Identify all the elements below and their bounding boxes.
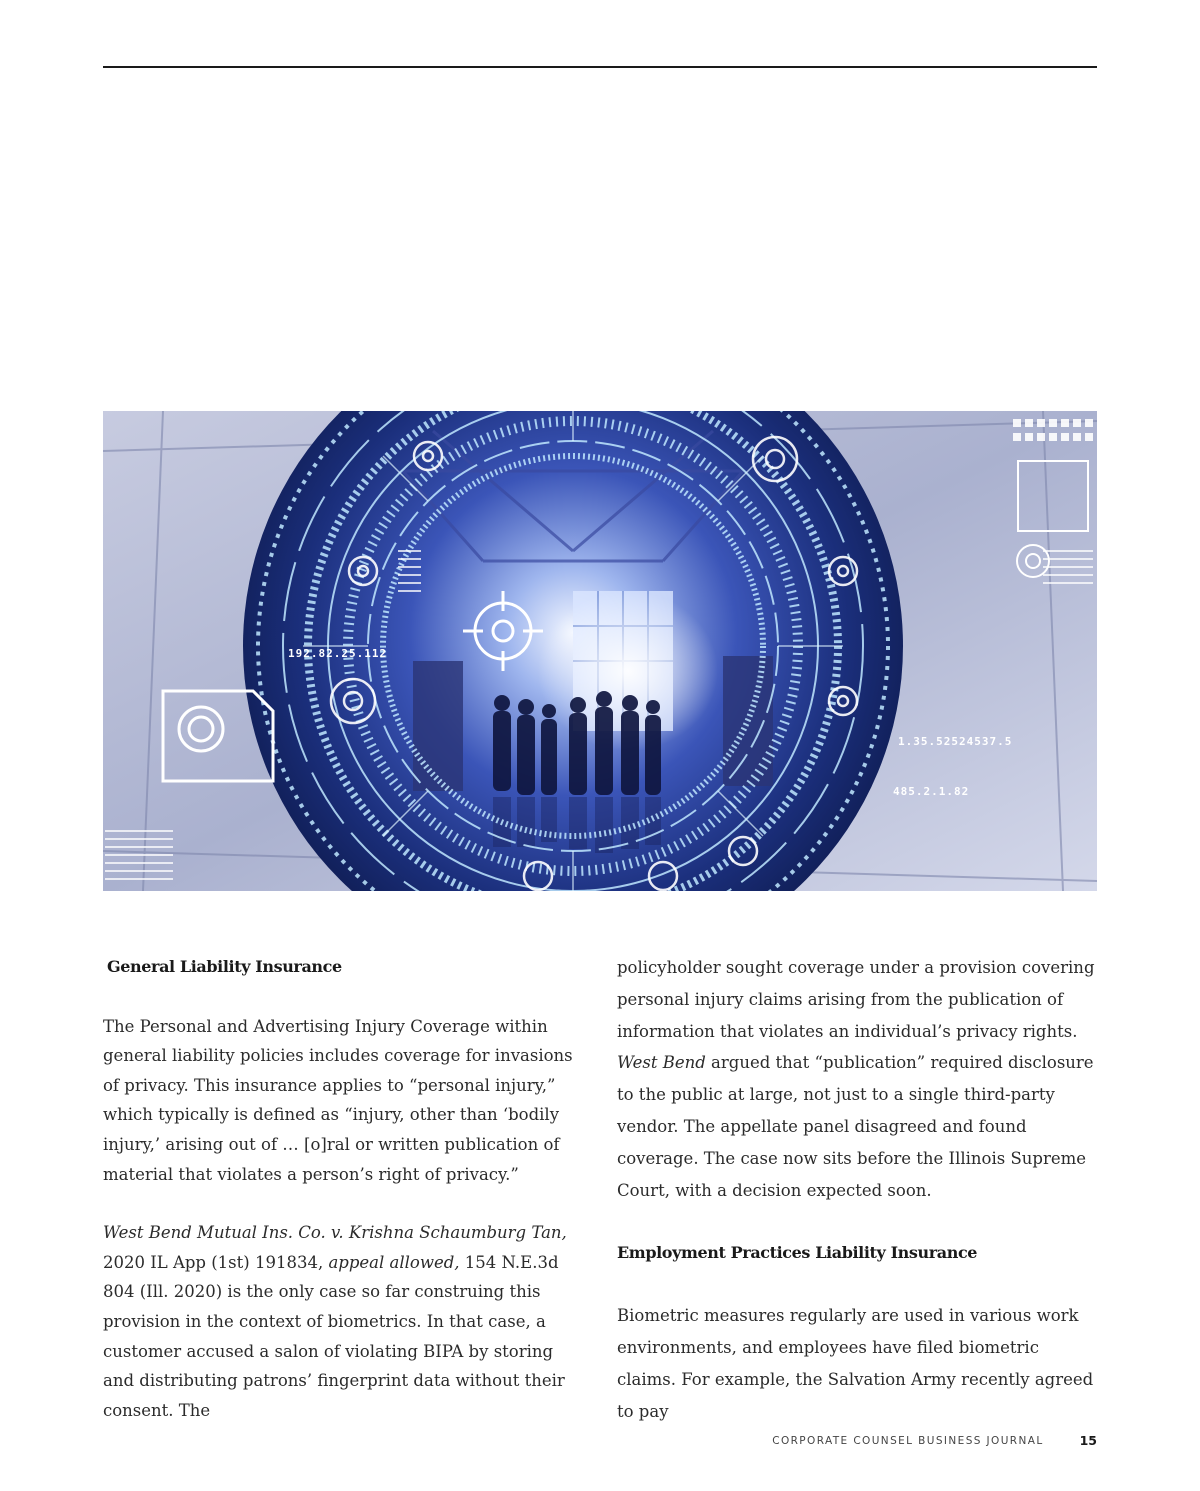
general-liability-paragraph: The Personal and Advertising Injury Coverage within general liability policies includes coverage for invasions of privacy. This insurance applies to “personal injury,” which typically is defined as “injury, other than ‘bodily injury,’ arising out of … [o]ral or written publication of material that violates a person’s right of privacy.” xyxy=(103,1016,573,1184)
coverage-text-end: argued that “publication” required disclosure to the public at large, not just to a single third-party vendor. The appellate panel disagreed and found coverage. The case now sits before the Illinois Supreme Court, with a decision expected soon. xyxy=(617,1053,1094,1200)
citation-part-1: 2020 IL App (1st) 191834, xyxy=(103,1252,329,1272)
coverage-continuation-paragraph xyxy=(617,952,1099,1206)
section-heading-general-liability: General Liability Insurance xyxy=(107,957,342,976)
west-bend-name: West Bend xyxy=(617,1053,706,1073)
journal-name: CORPORATE COUNSEL BUSINESS JOURNAL xyxy=(772,1434,1044,1447)
readout-ip: 192.82.25.112 xyxy=(288,647,388,660)
page-footer xyxy=(772,1433,1097,1448)
page-number: 15 xyxy=(1079,1433,1097,1448)
right-column xyxy=(617,952,1099,1427)
readout-value-2: 485.2.1.82 xyxy=(893,785,970,798)
west-bend-case-paragraph xyxy=(103,1218,585,1425)
case-name: West Bend Mutual Ins. Co. v. Krishna Schaumburg Tan, xyxy=(103,1223,567,1243)
biometric-scan-illustration xyxy=(103,411,1097,891)
employment-practices-paragraph: Biometric measures regularly are used in various work environments, and employees have filed biometric claims. For example, the Salvation Army recently agreed to pay xyxy=(617,1306,1094,1421)
readout-value-1: 1.35.52524537.5 xyxy=(898,735,1013,748)
left-column xyxy=(103,952,585,1425)
appeal-allowed: appeal allowed, xyxy=(328,1252,460,1272)
coverage-text-start: policyholder sought coverage under a provision covering personal injury claims arising from the publication of information that violates an individual’s privacy rights. xyxy=(617,958,1095,1041)
citation-part-2: 154 N.E.3d 804 (Ill. 2020) is the only case so far construing this provision in the context of biometrics. In that case, a customer accused a salon of violating BIPA by storing and distributing patrons’ fingerprint data without their consent. The xyxy=(103,1252,565,1420)
top-rule xyxy=(103,66,1097,68)
section-heading-employment-practices: Employment Practices Liability Insurance xyxy=(617,1243,978,1263)
